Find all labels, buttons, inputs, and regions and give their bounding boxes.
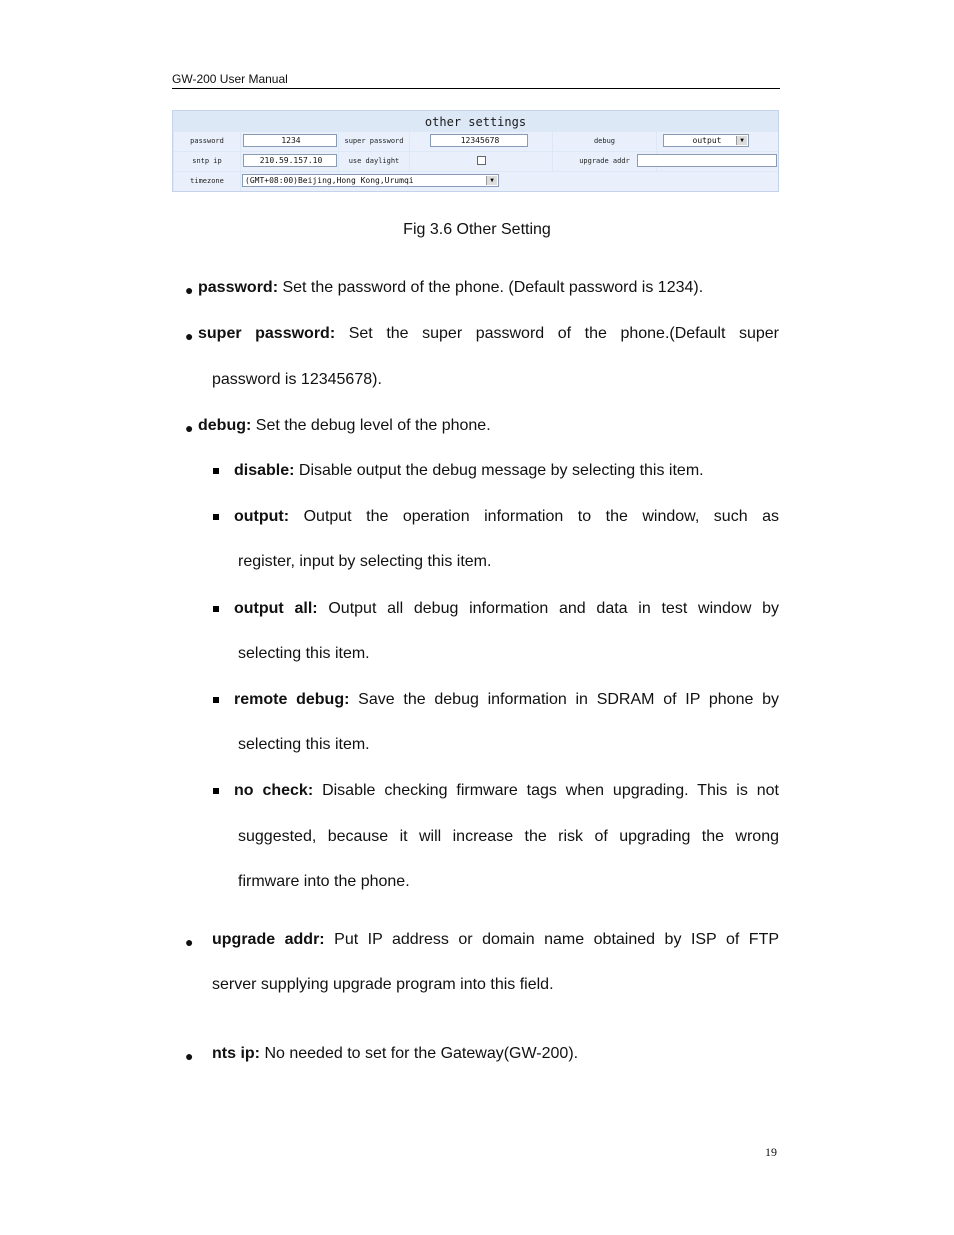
- super-password-continuation: password is 12345678).: [212, 371, 382, 388]
- password-input[interactable]: 1234: [243, 134, 337, 147]
- password-cell: [241, 132, 338, 151]
- use-daylight-checkbox[interactable]: [477, 156, 486, 165]
- use-daylight-label: use daylight: [339, 152, 409, 171]
- timezone-cell: [241, 172, 778, 191]
- remote-debug-item: [234, 677, 779, 723]
- figure-caption: Fig 3.6 Other Setting: [403, 221, 551, 238]
- no-check-item: [234, 768, 779, 814]
- nts-ip-text: No needed to set for the Gateway(GW-200).: [264, 1045, 579, 1062]
- debug-select[interactable]: [663, 134, 749, 147]
- output-all-term: output all:: [234, 600, 318, 617]
- sntp-ip-cell: [241, 152, 338, 171]
- running-header: GW-200 User Manual: [172, 72, 780, 89]
- upgrade-addr-item: [212, 917, 779, 963]
- super-password-item: [198, 311, 779, 357]
- chevron-down-icon: ▼: [736, 136, 747, 145]
- debug-term: debug:: [198, 417, 252, 434]
- output-all-text: Output all debug information and data in test window by: [328, 600, 780, 617]
- super-password-label: super password: [339, 132, 409, 151]
- remote-debug-text: Save the debug information in SDRAM of IP phone by: [358, 691, 779, 708]
- square-bullet-icon: [213, 606, 219, 612]
- disable-text: Disable output the debug message by selecting this item.: [298, 462, 704, 479]
- no-check-continuation-2: firmware into the phone.: [238, 873, 410, 890]
- no-check-text: Disable checking firmware tags when upgrading. This is not: [322, 782, 779, 799]
- upgrade-addr-label: upgrade addr: [553, 152, 656, 171]
- page-number: 19: [765, 1145, 777, 1159]
- debug-cell: [657, 132, 778, 151]
- remote-debug-continuation: selecting this item.: [238, 736, 370, 753]
- other-settings-figure: [172, 110, 779, 192]
- super-password-input[interactable]: 12345678: [430, 134, 528, 147]
- debug-label: debug: [553, 132, 656, 151]
- output-all-continuation: selecting this item.: [238, 645, 370, 662]
- timezone-label: timezone: [174, 172, 240, 191]
- timezone-select[interactable]: [242, 174, 499, 187]
- upgrade-addr-term: upgrade addr:: [212, 931, 325, 948]
- bullet-icon: ●: [185, 282, 194, 298]
- timezone-select-value: (GMT+08:00)Beijing,Hong Kong,Urumqi: [245, 176, 414, 185]
- bullet-icon: ●: [185, 1048, 194, 1064]
- chevron-down-icon: ▼: [486, 176, 497, 185]
- debug-item: [198, 403, 779, 449]
- debug-text: Set the debug level of the phone.: [255, 417, 491, 434]
- super-password-term: super password:: [198, 325, 336, 342]
- password-label: password: [174, 132, 240, 151]
- upgrade-addr-input[interactable]: [637, 154, 777, 167]
- output-text: Output the operation information to the window, such as: [303, 508, 779, 525]
- upgrade-addr-text: Put IP address or domain name obtained by ISP of FTP: [334, 931, 780, 948]
- sntp-ip-label: sntp ip: [174, 152, 240, 171]
- debug-select-value: output: [692, 136, 722, 145]
- super-password-text: Set the super password of the phone.(Default super: [348, 325, 780, 342]
- password-item: [198, 265, 779, 311]
- square-bullet-icon: [213, 514, 219, 520]
- upgrade-addr-continuation: server supplying upgrade program into this field.: [212, 976, 554, 993]
- no-check-term: no check:: [234, 782, 314, 799]
- output-item: [234, 494, 779, 540]
- nts-ip-term: nts ip:: [212, 1045, 260, 1062]
- output-continuation: register, input by selecting this item.: [238, 553, 492, 570]
- bullet-icon: ●: [185, 420, 194, 436]
- nts-ip-item: [212, 1031, 779, 1077]
- disable-item: [234, 448, 779, 494]
- no-check-continuation-1: suggested, because it will increase the risk of upgrading the wrong: [238, 828, 779, 845]
- bullet-icon: ●: [185, 328, 194, 344]
- remote-debug-term: remote debug:: [234, 691, 350, 708]
- output-term: output:: [234, 508, 290, 525]
- use-daylight-cell: [410, 152, 552, 171]
- figure-title: other settings: [424, 115, 527, 129]
- square-bullet-icon: [213, 788, 219, 794]
- square-bullet-icon: [213, 468, 219, 474]
- super-password-cell: [410, 132, 552, 151]
- square-bullet-icon: [213, 697, 219, 703]
- upgrade-addr-cell: [657, 152, 778, 171]
- password-term: password:: [198, 279, 279, 296]
- output-all-item: [234, 586, 779, 632]
- password-text: Set the password of the phone. (Default password is 1234).: [282, 279, 704, 296]
- bullet-icon: ●: [185, 934, 194, 950]
- sntp-ip-input[interactable]: 210.59.157.10: [243, 154, 337, 167]
- disable-term: disable:: [234, 462, 295, 479]
